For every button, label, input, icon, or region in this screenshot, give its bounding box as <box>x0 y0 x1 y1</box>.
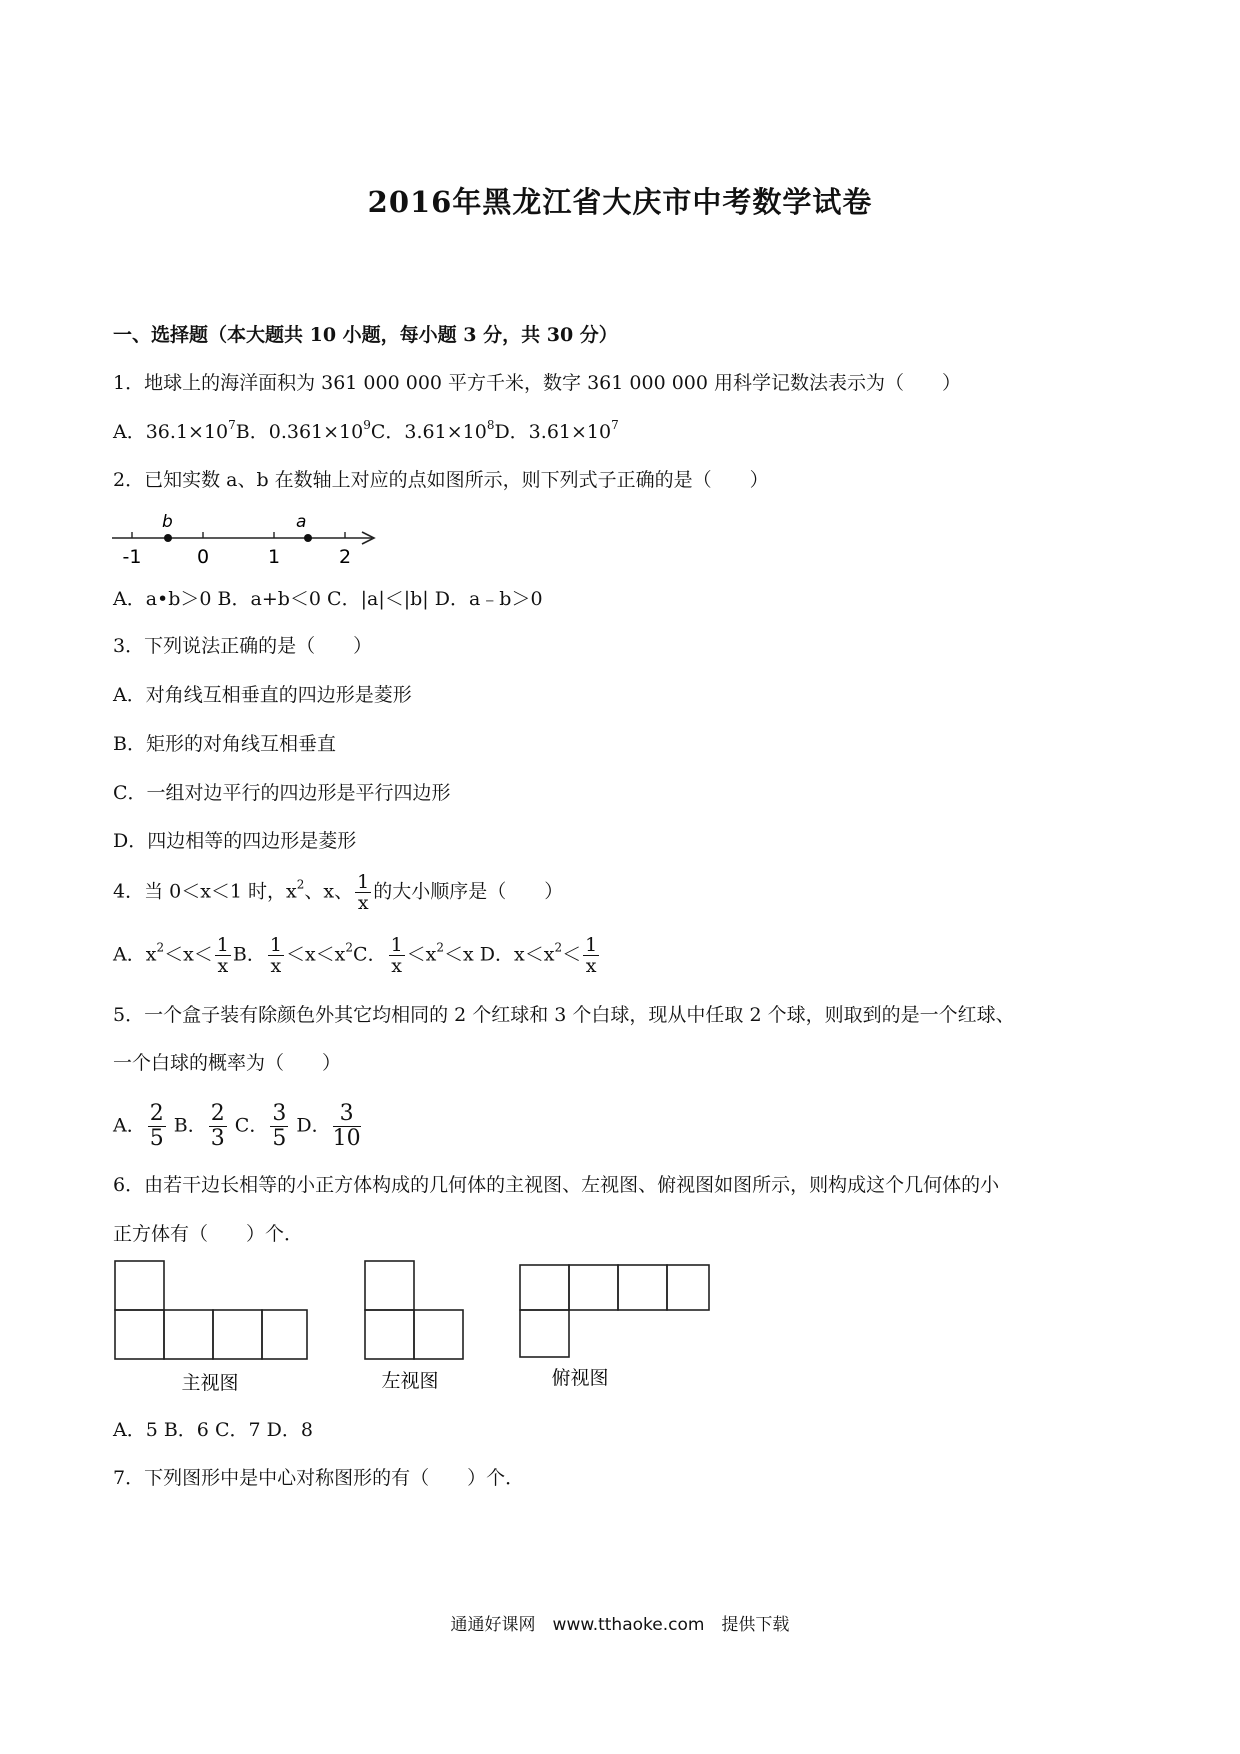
question-6-stem-line1: 6．由若干边长相等的小正方体构成的几何体的主视图、左视图、俯视图如图所示，则构成这个几何体的小 <box>113 1174 1000 1196</box>
question-6-stem-line2: 正方体有（ ）个． <box>113 1223 304 1245</box>
question-3-option-a: A．对角线互相垂直的四边形是菱形 <box>113 684 412 706</box>
number-line-figure <box>110 508 380 568</box>
question-4-options: A．$x^2<x<$ $\frac{1}{x}$ B． $\frac{1}{x}$ $<x<x^2C$． $\frac{1}{x}$ $<x^2<x$ D．$x<x^2<$ $\frac{1}{x}$ <box>113 934 598 977</box>
top-view-label: 俯视图 <box>551 1367 609 1389</box>
question-3-option-d: D．四边相等的四边形是菱形 <box>113 830 357 852</box>
svg-text:2: 2 <box>338 546 352 568</box>
page-title: 2016年黑龙江省大庆市中考数学试卷 <box>367 185 873 219</box>
left-view-label: 左视图 <box>381 1370 439 1392</box>
question-3-option-b: B．矩形的对角线互相垂直 <box>113 733 336 755</box>
question-1-stem: 1．地球上的海洋面积为 361 000 000 平方千米，数字 361 000 000 用科学记数法表示为（ ） <box>113 372 961 394</box>
question-1-options: A．$36.1\times 10^7B$．$0.361\times 10^9C$．$3.61\times 10^8D$．$3.61\times 10^7$ <box>113 418 619 443</box>
question-6-options: A．5 B．6 C．7 D．8 <box>113 1419 313 1441</box>
question-2-stem: 2．已知实数 a、b 在数轴上对应的点如图所示，则下列式子正确的是（ ） <box>113 469 769 491</box>
svg-text:-1: -1 <box>122 546 142 568</box>
svg-text:1: 1 <box>267 546 281 568</box>
question-2-options: A．a•b＞0 B．a+b＜0 C．|a|＜|b| D．a﹣b＞0 <box>113 588 543 610</box>
front-view-label: 主视图 <box>181 1372 239 1394</box>
question-3-stem: 3．下列说法正确的是（ ） <box>113 635 373 657</box>
svg-text:b: b <box>162 512 173 532</box>
question-5-stem-line2: 一个白球的概率为（ ） <box>113 1052 342 1074</box>
question-4-stem: 4．当 0＜x＜1 时，$x^2$、x、 $\frac{1}{x}$ 的大小顺序是（ ） <box>113 871 564 914</box>
question-3-option-c: C．一组对边平行的四边形是平行四边形 <box>113 782 451 804</box>
svg-text:0: 0 <box>196 546 210 568</box>
question-5-options: A． $\frac{2}{5}$ B． $\frac{2}{3}$ C． $\frac{3}{5}$ D． $\frac{3}{10}$ <box>113 1101 361 1151</box>
footer-source: 通通好课网 www.tthaoke.com 提供下载 <box>450 1615 790 1635</box>
question-7-stem: 7．下列图形中是中心对称图形的有（ ）个． <box>113 1467 525 1489</box>
svg-text:a: a <box>296 512 307 532</box>
section-heading: 一、选择题（本大题共 10 小题，每小题 3 分，共 30 分） <box>113 324 618 346</box>
three-views-figure <box>110 1255 720 1395</box>
question-5-stem-line1: 5．一个盒子装有除颜色外其它均相同的 2 个红球和 3 个白球，现从中任取 2 个球，则取到的是一个红球、 <box>113 1004 1015 1026</box>
